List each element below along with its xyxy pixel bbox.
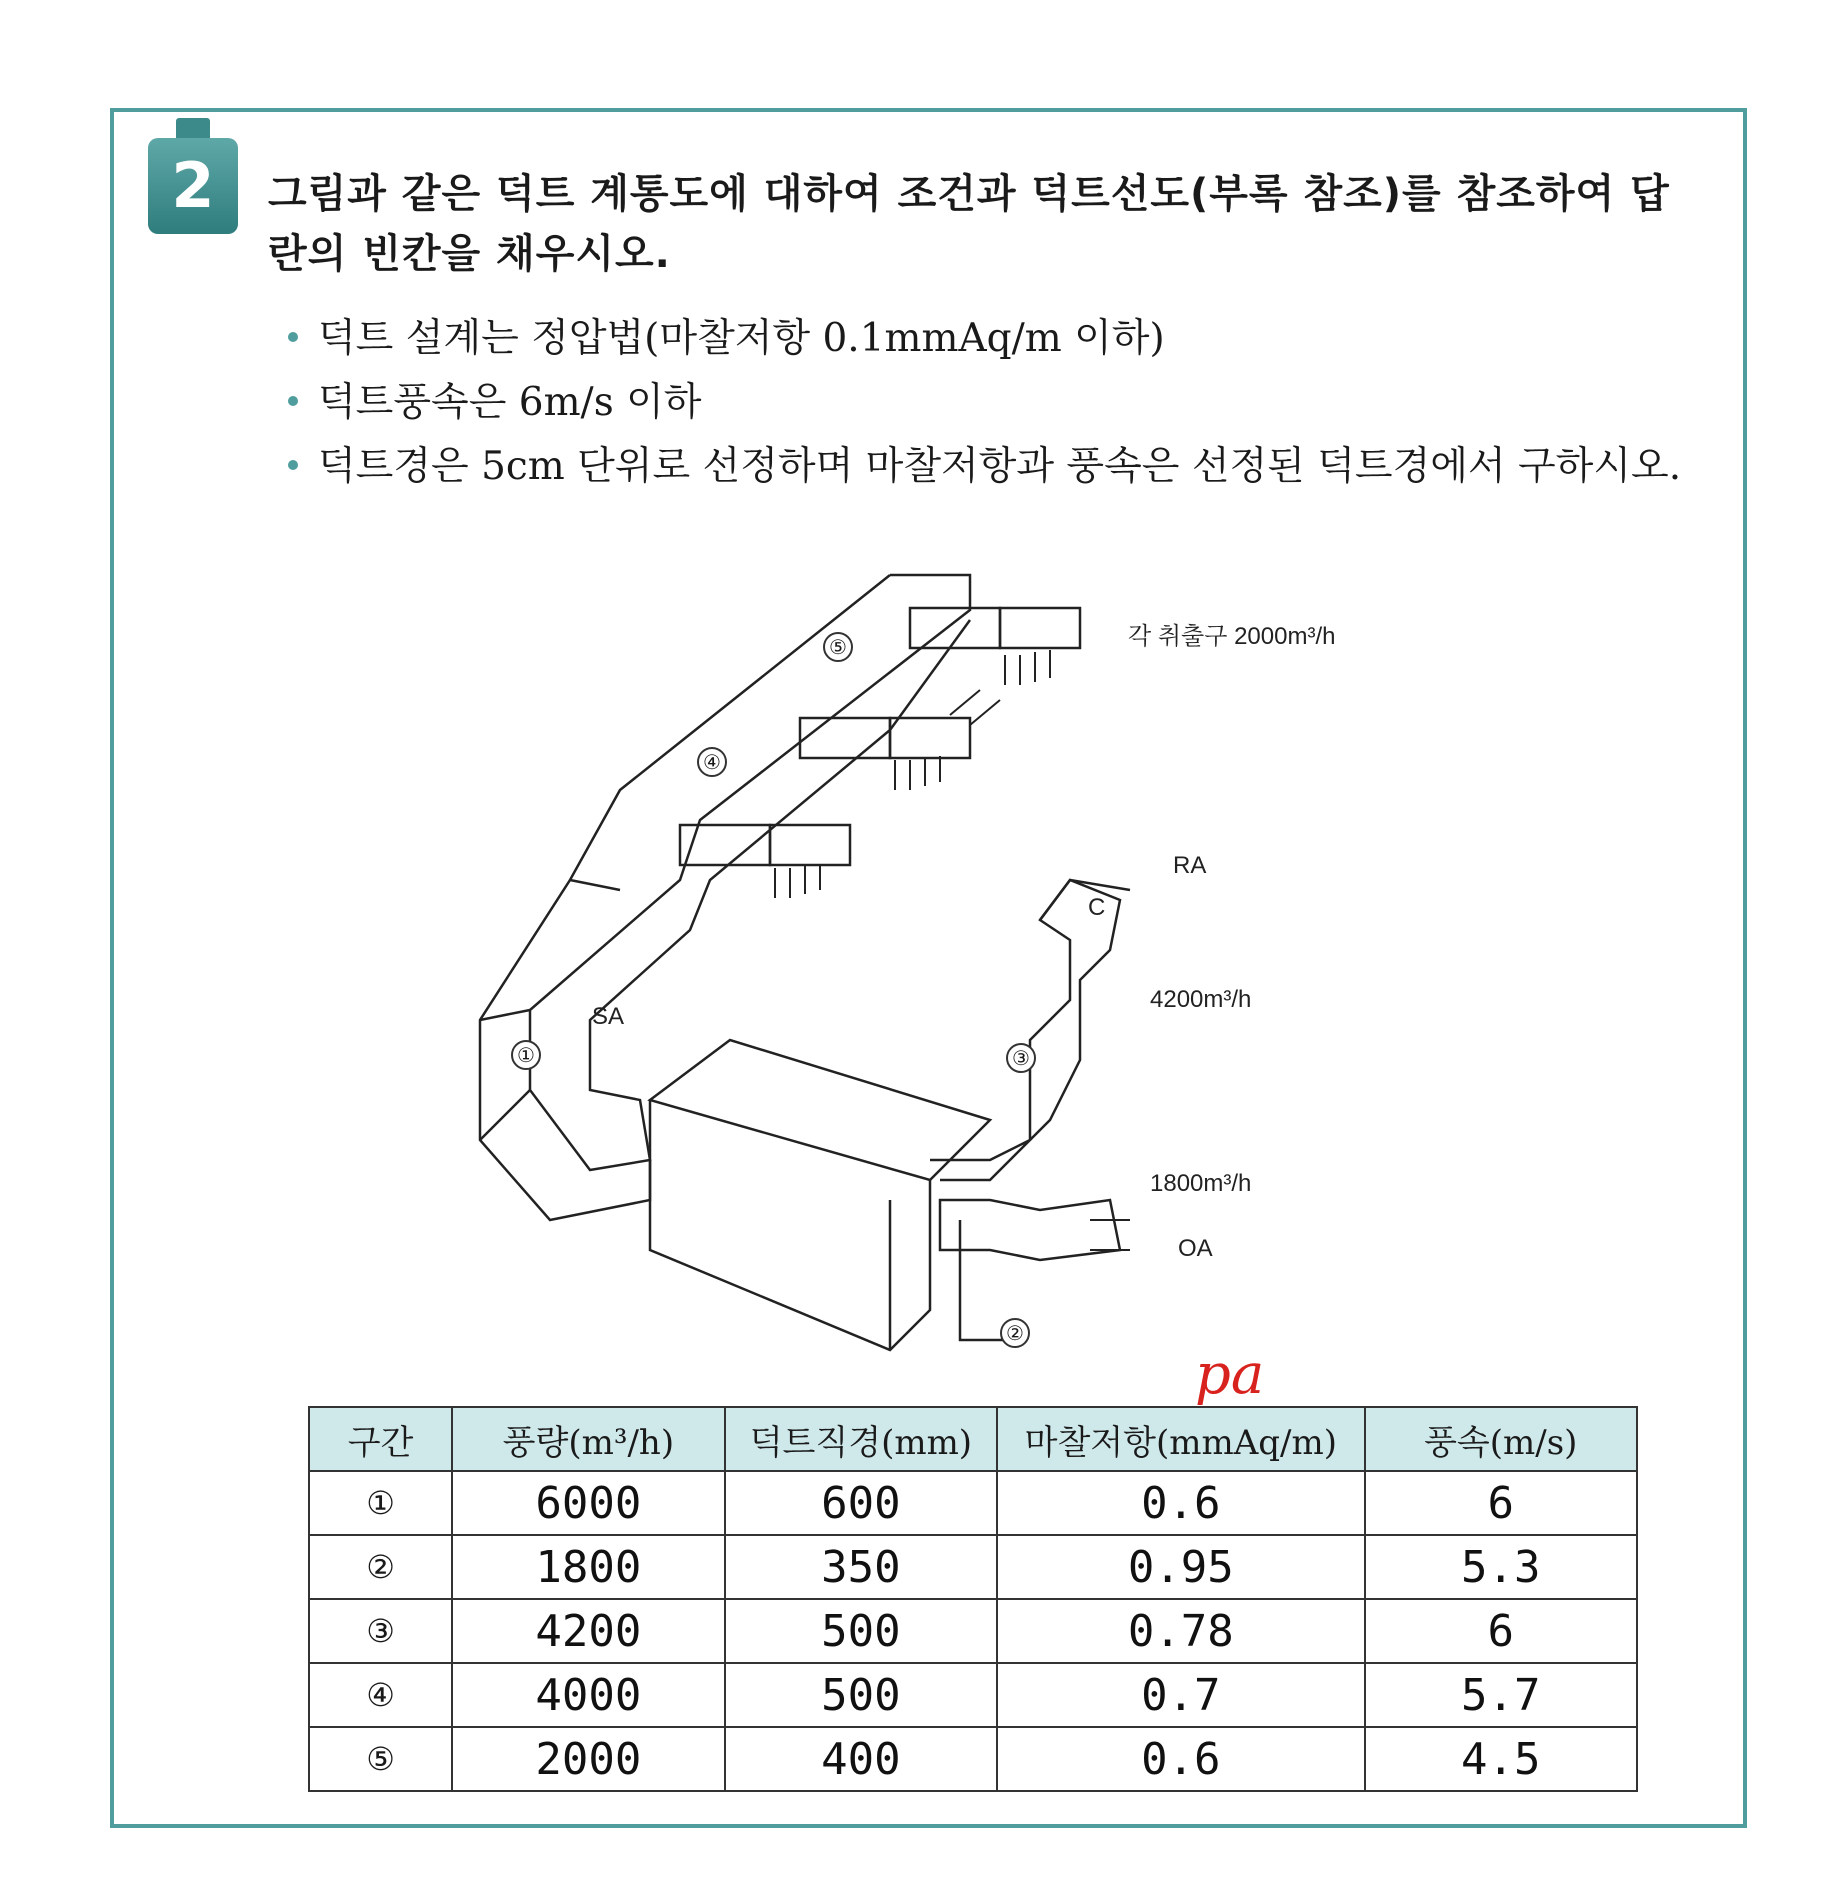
section-2-marker: ② [1000,1318,1030,1348]
duct-joint [570,880,620,890]
ra-label: RA [1173,852,1207,879]
c-label: C [1088,894,1106,921]
bullet-icon [288,396,298,406]
section-cell: ② [309,1535,452,1599]
sa-label: SA [592,1003,625,1030]
section-3-marker: ③ [1006,1043,1036,1073]
condition-item [318,436,1698,498]
ra-flow-label: 4200m³/h [1150,986,1252,1013]
friction-cell: 0.6 [997,1727,1364,1791]
section-cell: ③ [309,1599,452,1663]
diameter-cell: 500 [725,1663,997,1727]
velocity-cell: 5.3 [1365,1535,1637,1599]
friction-cell: 0.7 [997,1663,1364,1727]
condition-text: 덕트풍속은 6m/s 이하 [318,380,702,425]
branch-1 [910,608,1080,648]
table-header-row [309,1407,1637,1471]
table-row [309,1535,1637,1599]
air-handling-unit [650,1040,990,1350]
diameter-cell: 350 [725,1535,997,1599]
airflow-cell: 2000 [452,1727,725,1791]
unit-correction-annotation: pa [1195,1342,1265,1407]
outlet-arrows [775,650,1050,898]
answer-table [308,1406,1638,1792]
supply-duct [530,575,970,1170]
oa-flow-label: 1800m³/h [1150,1170,1252,1197]
ra-arrows [950,690,1000,725]
condition-text: 덕트경은 5cm 단위로 선정하며 마찰저항과 풍속은 선정된 덕트경에서 구하시오. [318,444,1682,489]
airflow-cell: 4000 [452,1663,725,1727]
velocity-cell: 4.5 [1365,1727,1637,1791]
oa-label: OA [1178,1235,1213,1262]
table-row [309,1663,1637,1727]
friction-cell: 0.6 [997,1471,1364,1535]
diameter-cell: 500 [725,1599,997,1663]
question-number-badge [148,118,238,236]
friction-cell: 0.95 [997,1535,1364,1599]
bullet-icon [288,460,298,470]
duct-joint [480,1090,530,1140]
question-text: 그림과 같은 덕트 계통도에 대하여 조건과 덕트선도(부록 참조)를 참조하여 답란의 빈칸을 채우시오. [268,171,1670,277]
friction-cell: 0.78 [997,1599,1364,1663]
section-cell: ④ [309,1663,452,1727]
condition-item [318,372,1698,434]
table-row [309,1727,1637,1791]
condition-text: 덕트 설계는 정압법(마찰저항 0.1mmAq/m 이하) [318,316,1165,361]
section-4-marker: ④ [697,747,727,777]
velocity-cell: 6 [1365,1471,1637,1535]
bullet-icon [288,332,298,342]
col-header: 덕트직경(mm) [725,1407,997,1471]
table-row [309,1471,1637,1535]
supply-duct-outer [480,575,890,1220]
branch-3 [680,825,850,865]
section-5-marker: ⑤ [823,632,853,662]
airflow-cell: 4200 [452,1599,725,1663]
col-header: 구간 [309,1407,452,1471]
badge-cap [176,118,210,140]
question-number: 2 [148,138,238,234]
velocity-cell: 6 [1365,1599,1637,1663]
velocity-cell: 5.7 [1365,1663,1637,1727]
col-header: 풍속(m/s) [1365,1407,1637,1471]
diameter-cell: 600 [725,1471,997,1535]
diameter-cell: 400 [725,1727,997,1791]
outlet-flow-label: 각 취출구 2000m³/h [1128,623,1336,650]
section-cell: ⑤ [309,1727,452,1791]
condition-item [318,308,1698,370]
table-row [309,1599,1637,1663]
airflow-cell: 6000 [452,1471,725,1535]
oa-arrows [1090,1220,1130,1250]
section-cell: ① [309,1471,452,1535]
section-1-marker: ① [511,1040,541,1070]
branch-2 [800,718,970,758]
airflow-cell: 1800 [452,1535,725,1599]
duct-system-diagram [470,560,1370,1360]
col-header: 풍량(m³/h) [452,1407,725,1471]
col-header: 마찰저항(mmAq/m) [997,1407,1364,1471]
duct-joint [480,1010,530,1020]
return-duct [930,880,1120,1180]
